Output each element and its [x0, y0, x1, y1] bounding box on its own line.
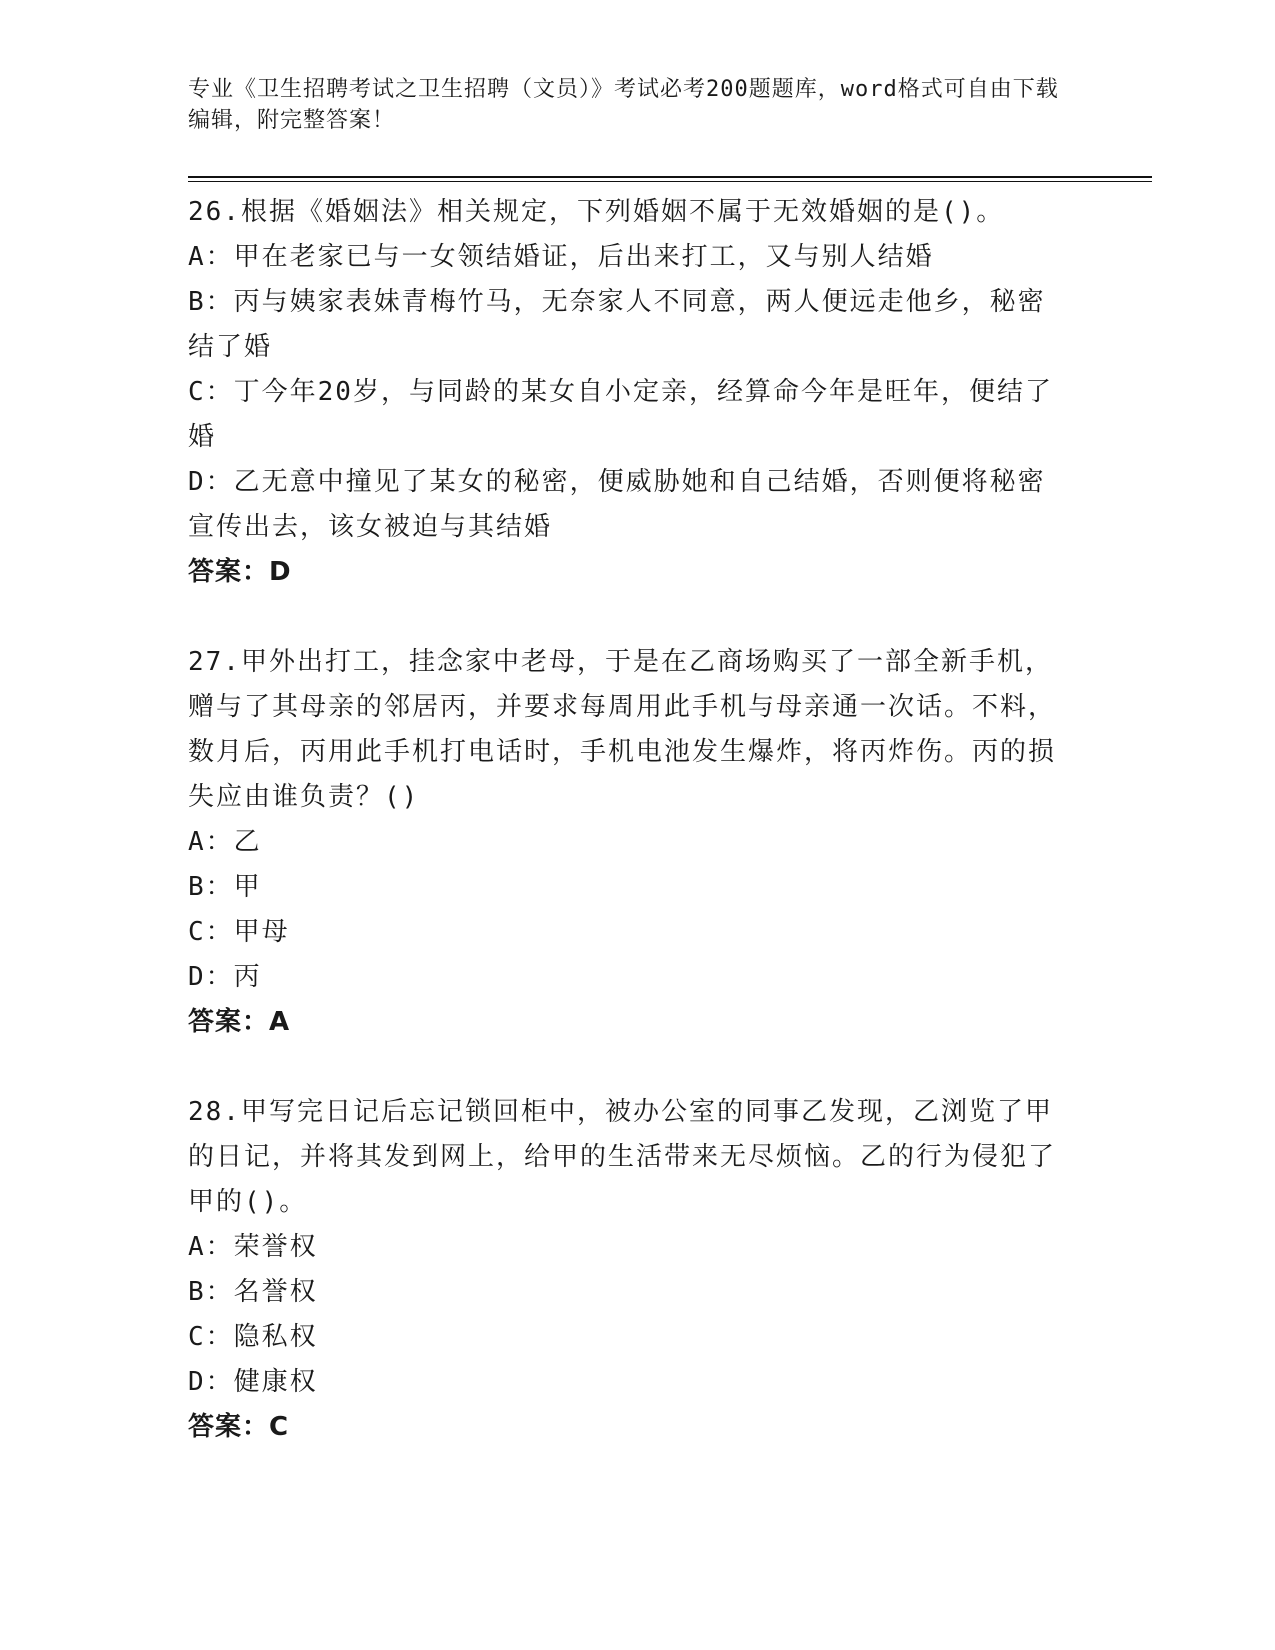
question-26 [188, 190, 1068, 595]
question-27 [188, 640, 1068, 1045]
option-d: D：丙 [188, 962, 262, 992]
question-28 [188, 1090, 1068, 1450]
option-c: C：丁今年20岁，与同龄的某女自小定亲，经算命今年是旺年，便结了婚 [188, 377, 1053, 452]
option-c: C：隐私权 [188, 1322, 318, 1352]
answer: 答案：D [188, 557, 292, 587]
option-a: A：乙 [188, 827, 262, 857]
option-a: A：荣誉权 [188, 1232, 318, 1262]
question-spacer [188, 595, 1068, 640]
option-d: D：乙无意中撞见了某女的秘密，便威胁她和自己结婚，否则便将秘密宣传出去，该女被迫与其结婚 [188, 467, 1046, 542]
option-c: C：甲母 [188, 917, 290, 947]
option-b: B：丙与姨家表妹青梅竹马，无奈家人不同意，两人便远走他乡，秘密结了婚 [188, 287, 1046, 362]
answer: 答案：A [188, 1007, 291, 1037]
header-divider-thick [188, 176, 1152, 178]
option-d: D：健康权 [188, 1367, 318, 1397]
question-stem: 26.根据《婚姻法》相关规定，下列婚姻不属于无效婚姻的是()。 [188, 197, 1005, 227]
header-divider-thin [188, 181, 1152, 182]
question-spacer [188, 1045, 1068, 1090]
option-a: A：甲在老家已与一女领结婚证，后出来打工，又与别人结婚 [188, 242, 934, 272]
question-list [188, 190, 1068, 1450]
question-stem: 27.甲外出打工，挂念家中老母，于是在乙商场购买了一部全新手机，赠与了其母亲的邻居丙，并要求每周用此手机与母亲通一次话。不料，数月后，丙用此手机打电话时，手机电池发生爆炸，将丙炸伤。丙的损失应由谁负责？() [188, 647, 1057, 812]
answer: 答案：C [188, 1412, 290, 1442]
question-stem: 28.甲写完日记后忘记锁回柜中，被办公室的同事乙发现，乙浏览了甲的日记，并将其发到网上，给甲的生活带来无尽烦恼。乙的行为侵犯了甲的()。 [188, 1097, 1057, 1217]
option-b: B：名誉权 [188, 1277, 318, 1307]
document-header: 专业《卫生招聘考试之卫生招聘（文员）》考试必考200题题库，word格式可自由下载编辑，附完整答案！ [188, 77, 1059, 133]
option-b: B：甲 [188, 872, 262, 902]
